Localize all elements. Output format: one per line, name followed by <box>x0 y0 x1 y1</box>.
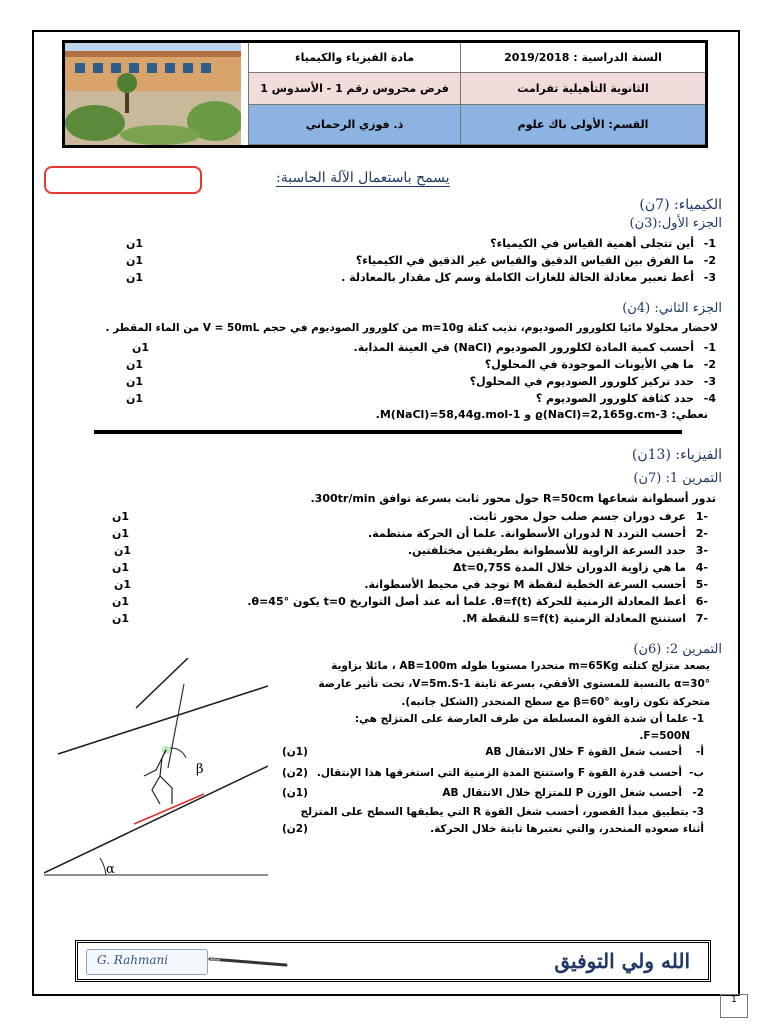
red-box <box>44 166 202 194</box>
year-cell: السنة الدراسية : 2019/2018 <box>460 43 705 73</box>
signature-box <box>86 949 208 975</box>
phys-ex1-q3: -3حدد السرعة الزاوية للأسطوانة بطريقتين مختلفتين. 1ن <box>114 544 708 557</box>
pen-icon <box>206 951 290 971</box>
alpha-label: α <box>106 862 115 877</box>
phys-ex1-title: التمرين 1: (7ن) <box>633 471 722 486</box>
phys-ex1-q1: -1عرف دوران جسم صلب حول محور ثابت. 1ن <box>112 510 708 523</box>
chem-p1-q3: 3-أعط تعبير معادلة الحالة للغازات الكاملة وسم كل مقدار بالمعادلة . 1ن <box>126 271 716 284</box>
exam-cell: فرض محروس رقم 1 - الأسدوس 1 <box>248 73 460 105</box>
phys-ex1-q7: -7استنتج المعادلة الزمنية s=f(t) للنقطة M. 1ن <box>112 612 708 625</box>
phys-ex1-q6: -6أعط المعادلة الزمنية للحركة θ=f(t). علما أنه عند أصل التواريخ t=0 يكون θ=45°. 1ن <box>112 595 708 608</box>
phys-ex1-q5: -5أحسب السرعة الخطية لنقطة M توجد في محيط الأسطوانة. 1ن <box>114 578 708 591</box>
phys-ex2-q3-line2: أثناء صعوده المنحدر، والتي نعتبرها ثابتة خلال الحركة. (2ن) <box>282 823 704 835</box>
phys-ex2-intro-1: يصعد متزلج كتلته m=65Kg منحدرا مستويا طوله AB=100m ، مائلا بزاوية <box>331 660 710 672</box>
section-divider <box>94 430 682 434</box>
beta-label: β <box>196 762 204 777</box>
phys-ex1-intro: تدور أسطوانة شعاعها R=50cm حول محور ثابت بسرعة توافق 300tr/min. <box>310 492 716 505</box>
chemistry-title: الكيمياء: (7ن) <box>639 197 722 213</box>
chem-p2-q2: 2-ما هي الأيونات الموجودة في المحلول؟ 1ن <box>126 358 716 371</box>
chem-p2-q4: 4-حدد كثافة كلورور الصوديوم ؟ 1ن <box>126 392 716 405</box>
school-photo <box>65 43 241 145</box>
physics-title: الفيزياء: (13ن) <box>631 447 722 463</box>
chem-p1-q1: 1-أين تتجلى أهمية القياس في الكيمياء؟ 1ن <box>126 237 716 250</box>
footer-banner <box>75 940 711 982</box>
chem-p1-q2: 2-ما الفرق بين القياس الدقيق والقياس غير الدقيق في الكيمياء؟ 1ن <box>126 254 716 267</box>
chem-p2-q3: 3-حدد تركيز كلورور الصوديوم في المحلول؟ 1ن <box>126 375 716 388</box>
phys-ex2-intro-3: متحركة تكون زاوية β=60° مع سطح المنحدر (الشكل جانبه). <box>401 696 710 708</box>
chem-given: نعطي: ϱ(NaCl)=2,165g.cm-3 و M(NaCl)=58,44g.mol-1. <box>375 408 708 421</box>
phys-ex2-qb: ب-أحسب قدرة القوة F واستنتج المدة الزمنية التي استغرقها هذا الإنتقال. (2ن) <box>282 767 704 779</box>
phys-ex2-force: F=500N. <box>639 730 690 742</box>
calculator-note: يسمح باستعمال الآلة الحاسبة: <box>276 170 450 186</box>
closing-wish: الله ولي التوفيق <box>554 949 690 973</box>
phys-ex2-q3-line1: 3- بتطبيق مبدأ القصور، أحسب شغل القوة R التي يطبقها السطح على المتزلج <box>300 806 704 818</box>
signature-text: G. Rahmani <box>97 953 169 967</box>
skier-figure <box>44 658 268 880</box>
chem-p2-intro: لاحضار محلولا مائيا لكلورور الصوديوم، نذيب كتلة m=10g من كلورور الصوديوم في حجم V = 50mL من الماء المقطر . <box>105 322 718 334</box>
teacher-cell: ذ. فوزي الرحماني <box>248 105 460 145</box>
school-cell: الثانوية التأهيلية تفرامت <box>460 73 705 105</box>
phys-ex2-intro-2: α=30° بالنسبة للمستوى الأفقي، بسرعة ثابتة V=5m.S-1، تحت تأثير عارضة <box>318 678 710 690</box>
chem-part1-title: الجزء الأول:(3ن) <box>629 216 722 231</box>
class-cell: القسم: الأولى باك علوم <box>460 105 705 145</box>
chem-part2-title: الجزء الثاني: (4ن) <box>622 301 722 316</box>
page-number: 1 <box>720 994 748 1018</box>
phys-ex1-q2: -2أحسب التردد N لدوران الأسطوانة. علما أن الحركة منتظمة. 1ن <box>112 527 708 540</box>
phys-ex2-qa: أ-أحسب شغل القوة F خلال الانتقال AB (1ن) <box>282 746 704 758</box>
phys-ex2-q2: 2-أحسب شغل الوزن P للمتزلج خلال الانتقال AB (1ن) <box>282 787 704 799</box>
chem-p2-q1: 1-أحسب كمية المادة لكلورور الصوديوم (NaCl) في العينة المذابة. 1ن <box>132 341 716 354</box>
subject-cell: مادة الفيزياء والكيمياء <box>248 43 460 73</box>
phys-ex2-title: التمرين 2: (6ن) <box>633 642 722 657</box>
phys-ex1-q4: -4ما هي زاوية الدوران خلال المدة Δt=0,75S 1ن <box>112 561 708 574</box>
phys-ex2-q1: 1- علما أن شدة القوة المسلطة من طرف العارضة على المتزلج هي: <box>354 713 704 725</box>
header-table <box>62 40 708 148</box>
